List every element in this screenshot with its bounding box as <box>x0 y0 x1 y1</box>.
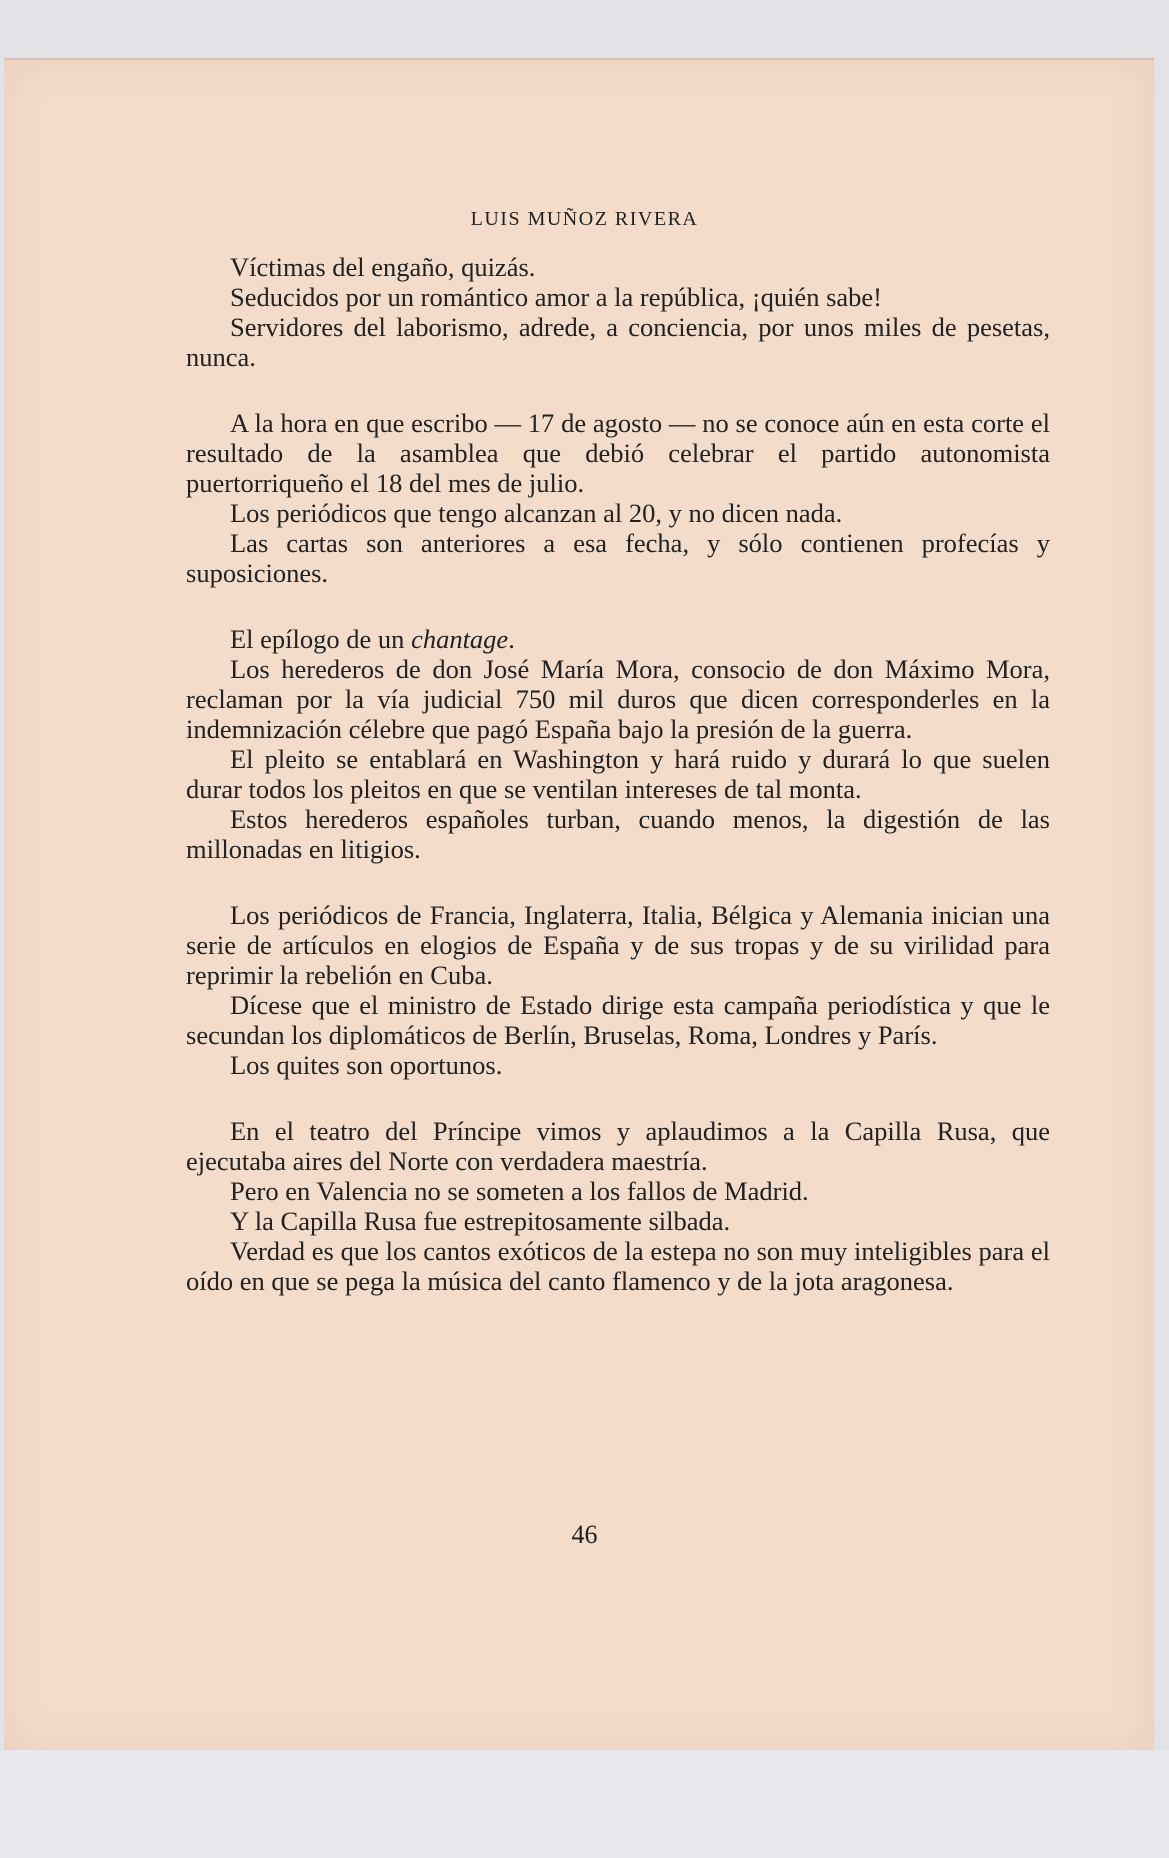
paragraph: Servidores del laborismo, adrede, a conciencia, por unos miles de pesetas, nunca. <box>186 312 1050 372</box>
page-number: 46 <box>571 1520 598 1549</box>
paragraph: Pero en Valencia no se someten a los fallos de Madrid. <box>230 1176 809 1206</box>
section-3 <box>186 624 1050 864</box>
paragraph: Los periódicos que tengo alcanzan al 20, y no dicen nada. <box>230 498 843 528</box>
scan-background <box>0 1750 1169 1858</box>
running-head: LUIS MUÑOZ RIVERA <box>470 208 699 230</box>
paragraph: Seducidos por un romántico amor a la república, ¡quién sabe! <box>230 282 882 312</box>
section-5 <box>186 1116 1050 1296</box>
paragraph: En el teatro del Príncipe vimos y aplaudimos a la Capilla Rusa, que ejecutaba aires del Norte con verdadera maestría. <box>186 1116 1050 1176</box>
paragraph: Los periódicos de Francia, Inglaterra, Italia, Bélgica y Alemania inician una serie de artículos en elogios de España y de sus tropas y de su virilidad para reprimir la rebelión en Cuba. <box>186 900 1050 990</box>
paragraph: Los quites son oportunos. <box>230 1050 503 1080</box>
paragraph: El pleito se entablará en Washington y hará ruido y durará lo que suelen durar todos los pleitos en que se ventilan intereses de tal monta. <box>186 744 1050 804</box>
paragraph: Las cartas son anteriores a esa fecha, y sólo contienen profecías y suposiciones. <box>186 528 1050 588</box>
section-4 <box>186 900 1050 1080</box>
paragraph: Verdad es que los cantos exóticos de la estepa no son muy inteligibles para el oído en que se pega la música del canto flamenco y de la jota aragonesa. <box>186 1236 1050 1296</box>
paragraph: A la hora en que escribo — 17 de agosto — no se conoce aún en esta corte el resultado de la asamblea que debió celebrar el partido autonomista puertorriqueño el 18 del mes de julio. <box>186 408 1050 498</box>
paragraph: Y la Capilla Rusa fue estrepitosamente silbada. <box>230 1206 731 1236</box>
italic-term: chantage <box>411 624 509 654</box>
paragraph: Estos herederos españoles turban, cuando menos, la digestión de las millonadas en litigios. <box>186 804 1050 864</box>
body-text <box>186 252 1050 1332</box>
section-1 <box>186 252 1050 372</box>
paragraph: Víctimas del engaño, quizás. <box>230 252 536 282</box>
paragraph: Los herederos de don José María Mora, consocio de don Máximo Mora, reclaman por la vía judicial 750 mil duros que dicen corresponderles en la indemnización célebre que pagó España bajo la presión de la guerra. <box>186 654 1050 744</box>
paragraph-text: El epílogo de un <box>230 624 412 654</box>
paragraph: Dícese que el ministro de Estado dirige esta campaña periodística y que le secundan los diplomáticos de Berlín, Bruselas, Roma, Londres y París. <box>186 990 1050 1050</box>
paragraph-text: . <box>508 624 515 654</box>
paragraph <box>186 624 1050 654</box>
section-2 <box>186 408 1050 588</box>
